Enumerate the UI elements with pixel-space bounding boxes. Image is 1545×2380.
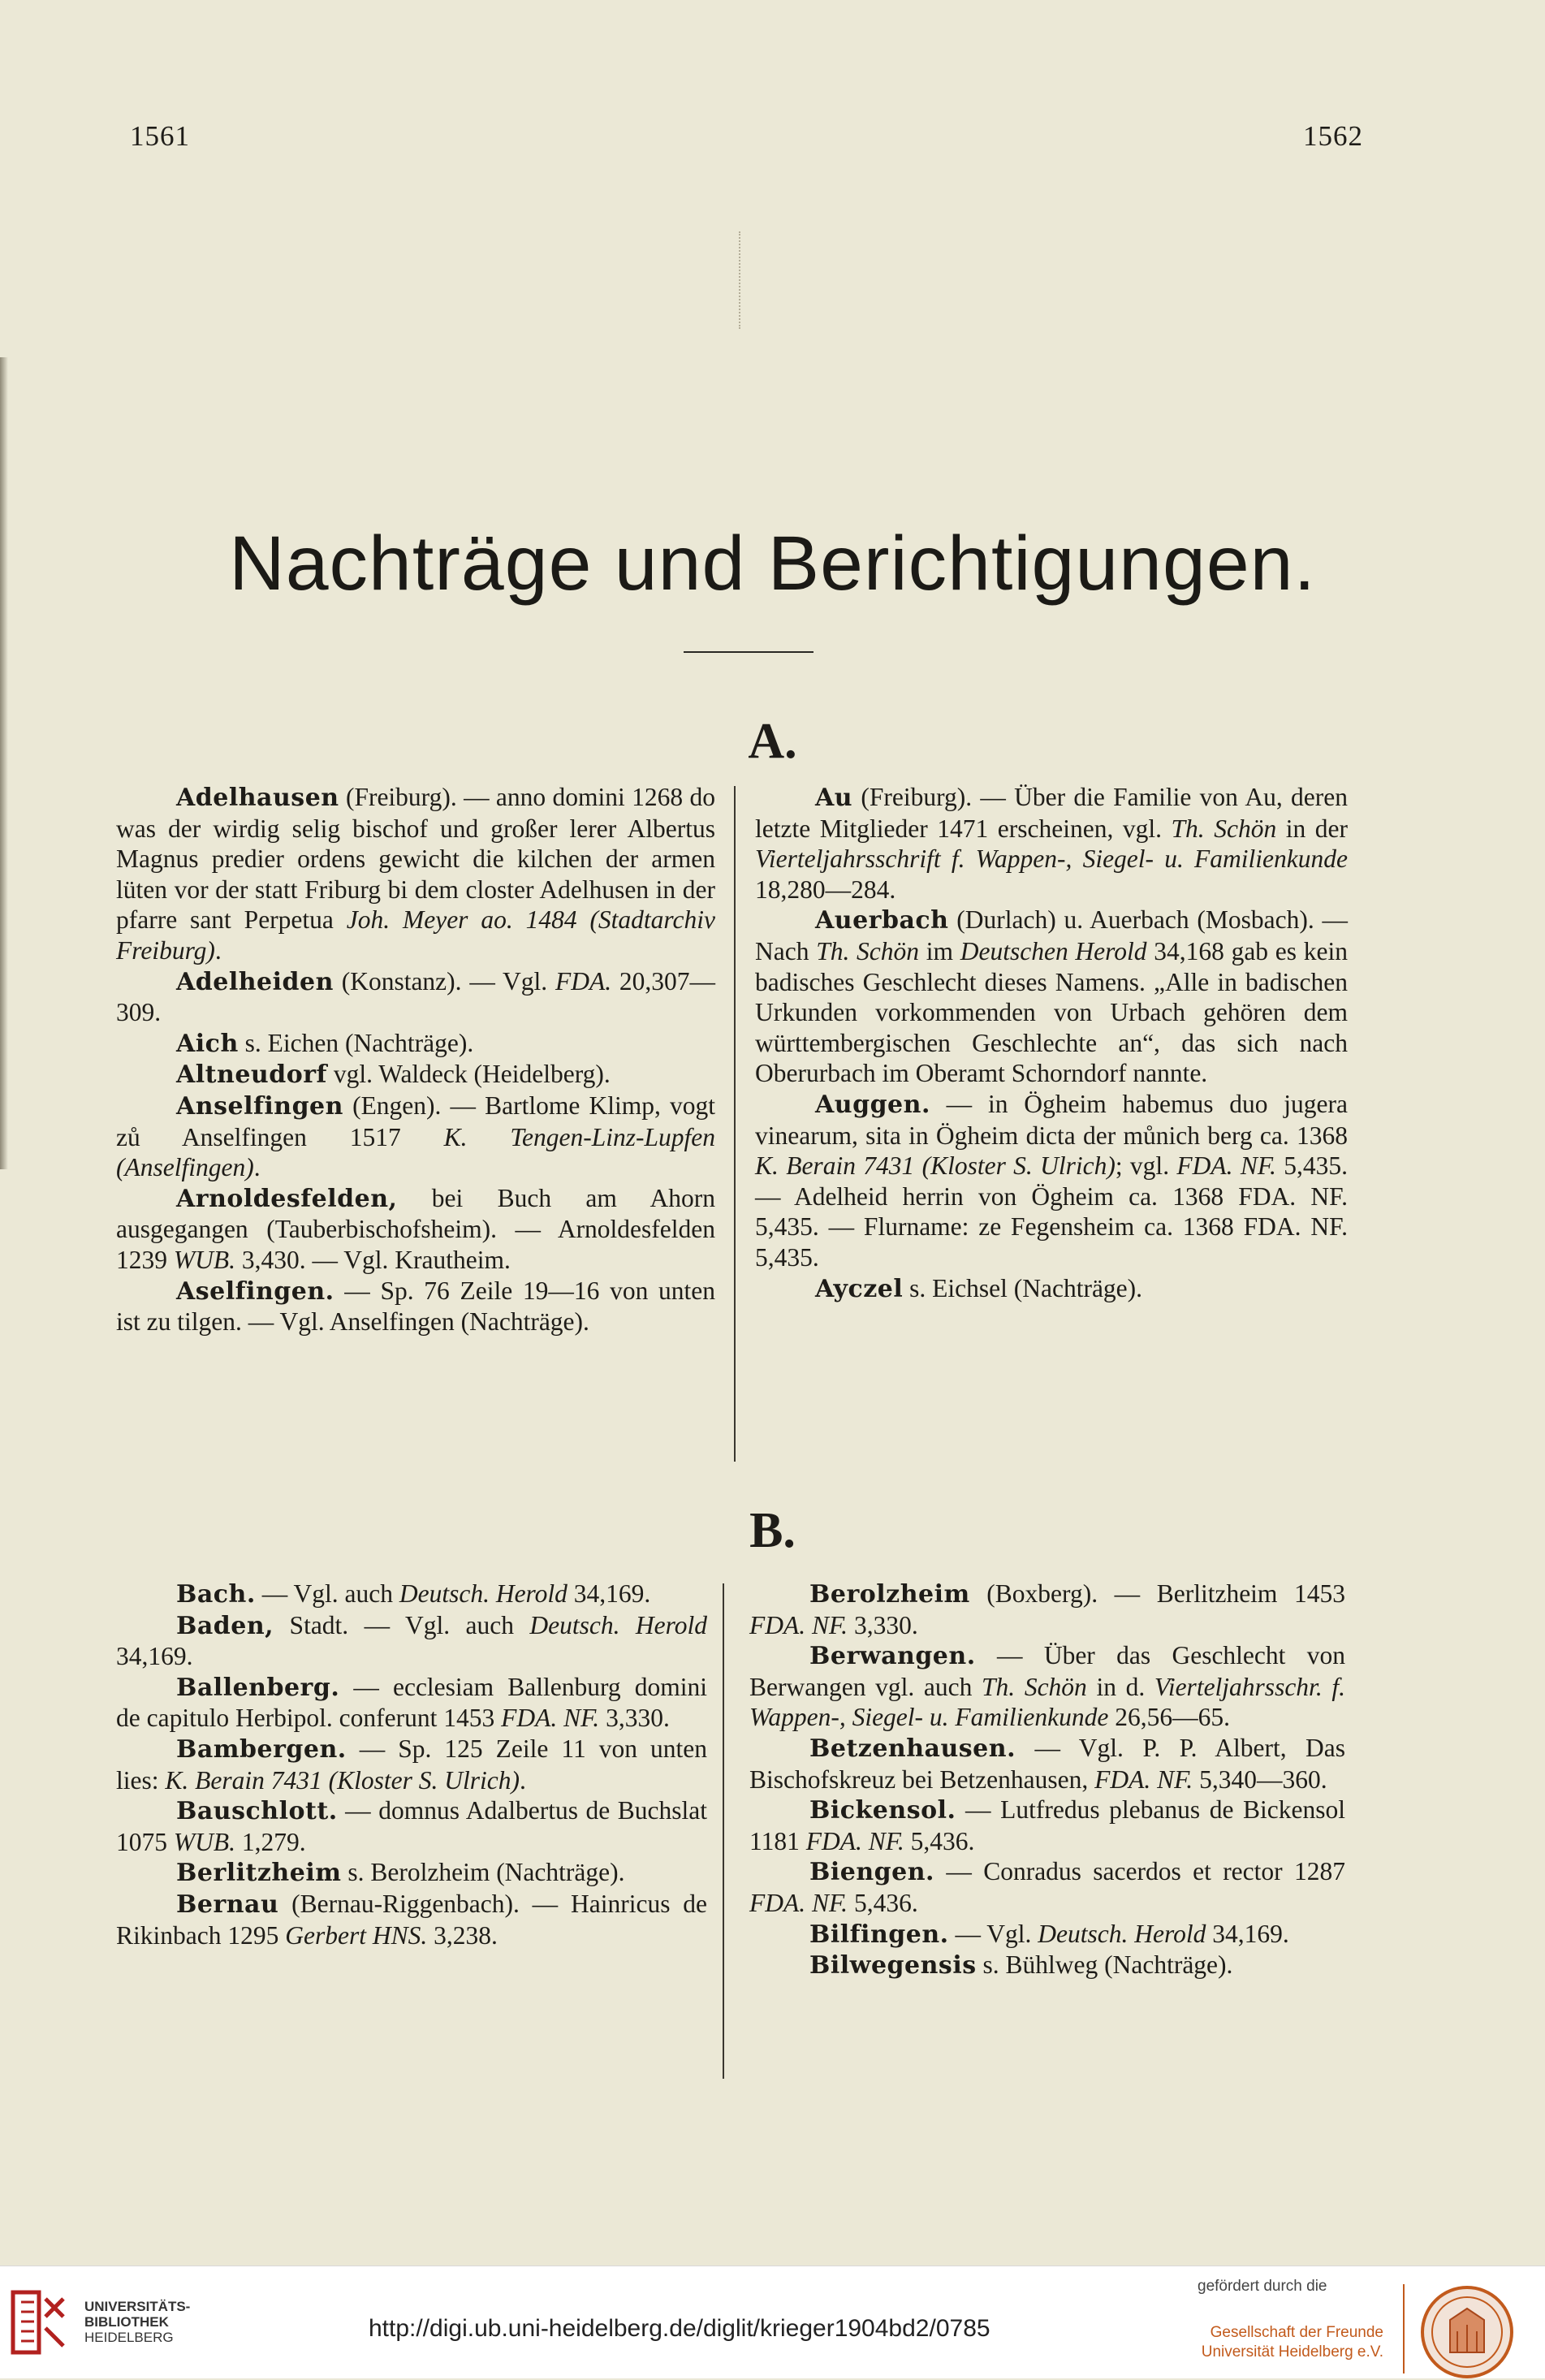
entry-text: (Engen). — Bartlome Klimp, vogt zů Anselfingen 1517 — [116, 1091, 715, 1151]
entry-headword: Berwangen. — [809, 1642, 976, 1671]
section-heading-b: B. — [749, 1503, 796, 1558]
entry — [749, 1579, 1345, 1640]
entry-text: — in Ögheim habemus duo jugera vinearum, sita in Ögheim dicta der můnich berg ca. 1368 — [755, 1089, 1348, 1150]
entry-text: 3,238. — [427, 1920, 498, 1950]
entry-citation: FDA. NF. — [1094, 1764, 1193, 1794]
column-b-left — [116, 1579, 707, 1950]
entry-citation: Deutsch. Herold — [399, 1579, 568, 1608]
entry-citation: K. Berain 7431 (Kloster S. Ulrich) — [755, 1151, 1116, 1181]
entry-text: (Durlach) u. Auerbach (Mosbach). — Nach — [755, 905, 1348, 965]
entry-text: in der — [1276, 814, 1348, 843]
entry-citation: Gerbert HNS. — [285, 1920, 428, 1950]
faint-column-rule — [739, 231, 742, 329]
column-a-left — [116, 782, 715, 1337]
entry-text: — Vgl. P. P. Albert, Das Bischofskreuz bei Betzenhausen, — [749, 1733, 1345, 1794]
sponsor-name-line: Universität Heidelberg e.V. — [1201, 2343, 1383, 2361]
entry — [749, 1640, 1345, 1733]
entry-citation: Th. Schön — [1171, 814, 1277, 843]
entry — [749, 1919, 1345, 1950]
entry — [755, 905, 1348, 1089]
entry-text: 3,330. — [599, 1704, 670, 1733]
entry — [116, 1857, 707, 1889]
entry-text: 5,435. — Adelheid herrin von Ögheim ca. 1368 FDA. NF. 5,435. — Flurname: ze Fegensheim ca. 1368 FDA. NF. 5,435. — [755, 1151, 1348, 1272]
entry-headword: Bauschlott. — [176, 1797, 338, 1826]
page-number-right: 1562 — [1303, 120, 1363, 152]
entry-text: (Boxberg). — Berlitzheim 1453 — [969, 1579, 1345, 1608]
entry-text: (Freiburg). — Über die Familie von Au, deren letzte Mitglieder 1471 erscheinen, vgl. — [755, 783, 1348, 843]
entry-citation: Th. Schön — [982, 1672, 1087, 1701]
entry — [116, 1795, 707, 1857]
entry-text: 26,56—65. — [1108, 1703, 1230, 1732]
entry-headword: Auggen. — [815, 1090, 930, 1119]
entry — [755, 1089, 1348, 1273]
entry-text: — Sp. 125 Zeile 11 von unten lies: — [116, 1734, 707, 1795]
sponsor-name — [1193, 2323, 1383, 2362]
entry — [116, 1059, 715, 1091]
entry-text: — ecclesiam Ballenburg domini de capitulo Herbipol. conferunt 1453 — [116, 1672, 707, 1733]
entry-text: — Lutfredus plebanus de Bickensol 1181 — [749, 1795, 1345, 1855]
entry — [116, 1183, 715, 1276]
entry-text: — Conradus sacerdos et rector 1287 — [934, 1857, 1345, 1886]
entry-citation: FDA. — [555, 966, 612, 996]
library-name-line: BIBLIOTHEK — [84, 2314, 169, 2330]
entry-citation: FDA. NF. — [749, 1610, 848, 1639]
entry — [755, 782, 1348, 905]
entry — [755, 1273, 1348, 1305]
entry-text: 1,279. — [235, 1827, 306, 1856]
entry-headword: Bilwegensis — [809, 1951, 977, 1980]
entry-text: 3,330. — [848, 1610, 918, 1639]
column-divider-b — [723, 1583, 724, 2079]
entry-text: Stadt. — Vgl. auch — [274, 1610, 530, 1639]
entry-text: in d. — [1086, 1672, 1154, 1701]
entry-text: — Vgl. auch — [255, 1579, 399, 1608]
entry-citation: FDA. NF. — [805, 1826, 904, 1855]
entry-citation: Vierteljahrsschr. f. Wappen-, Siegel- u. Familienkunde — [749, 1672, 1345, 1732]
page-title: Nachträge und Berichtigungen. — [229, 520, 1316, 607]
entry — [116, 782, 715, 966]
entry — [116, 1028, 715, 1060]
entry-text: . — [253, 1153, 261, 1182]
entry-citation: FDA. NF. — [501, 1704, 600, 1733]
entry-headword: Berolzheim — [809, 1580, 970, 1609]
entry-citation: WUB. — [173, 1827, 235, 1856]
entry-text: — domnus Adalbertus de Buchslat 1075 — [116, 1796, 707, 1856]
viewer-footer — [0, 2266, 1545, 2378]
entry — [116, 1610, 707, 1672]
entry-text: . — [214, 935, 222, 965]
library-name-line: HEIDELBERG — [84, 2330, 174, 2345]
sponsor-label: gefördert durch die — [1198, 2278, 1327, 2295]
entry — [116, 966, 715, 1028]
entry-headword: Ballenberg. — [176, 1673, 340, 1702]
entry-citation: FDA. NF. — [749, 1888, 848, 1917]
entry-text: — Sp. 76 Zeile 19—16 von unten ist zu tilgen. — Vgl. Anselfingen (Nachträge). — [116, 1276, 715, 1337]
entry-citation: Deutsch. Herold — [529, 1610, 707, 1639]
entry-text: 18,280—284. — [755, 875, 896, 904]
entry-citation: WUB. — [173, 1245, 235, 1274]
entry-text: 34,169. — [116, 1642, 193, 1671]
column-b-right — [749, 1579, 1345, 1981]
entry-headword: Bilfingen. — [809, 1920, 949, 1949]
entry-headword: Adelheiden — [176, 967, 334, 996]
entry-citation: Deutschen Herold — [960, 936, 1147, 965]
entry-headword: Betzenhausen. — [809, 1734, 1016, 1763]
entry — [749, 1733, 1345, 1795]
page-number-left: 1561 — [130, 120, 190, 152]
entry-headword: Baden, — [176, 1611, 274, 1640]
entry-citation: Th. Schön — [816, 936, 920, 965]
entry-headword: Bernau — [176, 1890, 279, 1919]
entry-headword: Auerbach — [815, 906, 949, 935]
entry — [116, 1889, 707, 1950]
entry-text: s. Eichsel (Nachträge). — [903, 1273, 1143, 1302]
entry — [749, 1950, 1345, 1981]
entry-text: 3,430. — Vgl. Krautheim. — [235, 1245, 511, 1274]
entry-headword: Arnoldesfelden, — [176, 1184, 398, 1213]
sponsor-divider — [1403, 2284, 1405, 2374]
entry — [116, 1734, 707, 1795]
entry-citation: K. Tengen-Linz-Lupfen (Anselfingen) — [116, 1122, 715, 1182]
entry-citation: Vierteljahrsschrift f. Wappen-, Siegel- u. Familienkunde — [755, 844, 1348, 874]
entry-text: bei Buch am Ahorn ausgegangen (Tauberbischofsheim). — Arnoldesfelden 1239 — [116, 1183, 715, 1274]
entry-headword: Biengen. — [809, 1858, 934, 1887]
entry-headword: Aich — [176, 1029, 239, 1058]
entry-headword: Altneudorf — [176, 1060, 327, 1090]
entry-headword: Au — [815, 784, 853, 812]
entry-citation: FDA. NF. — [1176, 1151, 1276, 1181]
column-divider-a — [734, 786, 736, 1462]
university-library-name — [84, 2299, 190, 2345]
entry-headword: Bambergen. — [176, 1734, 347, 1764]
entry-text: . — [519, 1765, 526, 1795]
entry-text: 5,340—360. — [1193, 1764, 1327, 1794]
section-heading-a: A. — [748, 714, 797, 769]
entry-headword: Adelhausen — [176, 784, 339, 812]
entry — [116, 1672, 707, 1734]
entry — [116, 1579, 707, 1610]
entry-text: 34,168 gab es kein badisches Geschlecht dieses Namens. „Alle in badischen Urkunden vorkommenden von Urbach gehören dem württembergischen Geschlechte an“, das sich nach Oberurbach im Oberamt Schorndorf nannte. — [755, 936, 1348, 1088]
permalink-url[interactable]: http://digi.ub.uni-heidelberg.de/diglit/krieger1904bd2/0785 — [369, 2315, 990, 2342]
entry-text: s. Bühlweg (Nachträge). — [976, 1950, 1233, 1980]
entry-text: (Bernau-Riggenbach). — Hainricus de Rikinbach 1295 — [116, 1889, 707, 1950]
university-library-logo-icon — [10, 2289, 70, 2356]
sponsor-name-line: Gesellschaft der Freunde — [1210, 2324, 1383, 2341]
entry-text: im — [919, 936, 960, 965]
entry-citation: K. Berain 7431 (Kloster S. Ulrich) — [165, 1765, 520, 1795]
column-a-right — [755, 782, 1348, 1304]
entry-headword: Aselfingen. — [176, 1276, 334, 1306]
entry-citation: Joh. Meyer ao. 1484 (Stadtarchiv Freiburg) — [116, 905, 715, 965]
entry-text: 34,169. — [1206, 1919, 1289, 1948]
entry-headword: Bickensol. — [809, 1796, 956, 1825]
entry-text: ; vgl. — [1115, 1151, 1177, 1181]
entry-text: vgl. Waldeck (Heidelberg). — [326, 1060, 611, 1089]
entry-text: 20,307—309. — [116, 966, 715, 1027]
entry-text: s. Eichen (Nachträge). — [238, 1028, 474, 1057]
entry-text: — Vgl. — [948, 1919, 1038, 1948]
entry — [116, 1276, 715, 1337]
entry-headword: Bach. — [176, 1580, 256, 1609]
entry — [749, 1795, 1345, 1856]
entry-headword: Anselfingen — [176, 1091, 343, 1121]
entry — [749, 1856, 1345, 1918]
entry-headword: Ayczel — [815, 1274, 904, 1303]
entry-text: — Über das Geschlecht von Berwangen vgl. auch — [749, 1641, 1345, 1701]
entry-text: 5,436. — [848, 1888, 918, 1917]
university-seal-icon — [1419, 2284, 1515, 2380]
entry-text: (Freiburg). — anno domini 1268 do was der wirdig selig bischof und großer lerer Albertus Magnus predier ordens gewicht die kilchen der armen lüten vor der statt Friburg bi dem closter Adelhusen in der pfarre sant Perpetua — [116, 783, 715, 935]
title-divider — [684, 651, 813, 653]
entry-text: 34,169. — [567, 1579, 651, 1608]
entry-text: (Konstanz). — Vgl. — [333, 966, 555, 996]
entry-text: s. Berolzheim (Nachträge). — [341, 1858, 625, 1887]
entry-citation: Deutsch. Herold — [1038, 1919, 1206, 1948]
library-name-line: UNIVERSITÄTS- — [84, 2299, 191, 2314]
entry-text: 5,436. — [904, 1826, 975, 1855]
entry — [116, 1091, 715, 1183]
entry-headword: Berlitzheim — [176, 1859, 342, 1888]
